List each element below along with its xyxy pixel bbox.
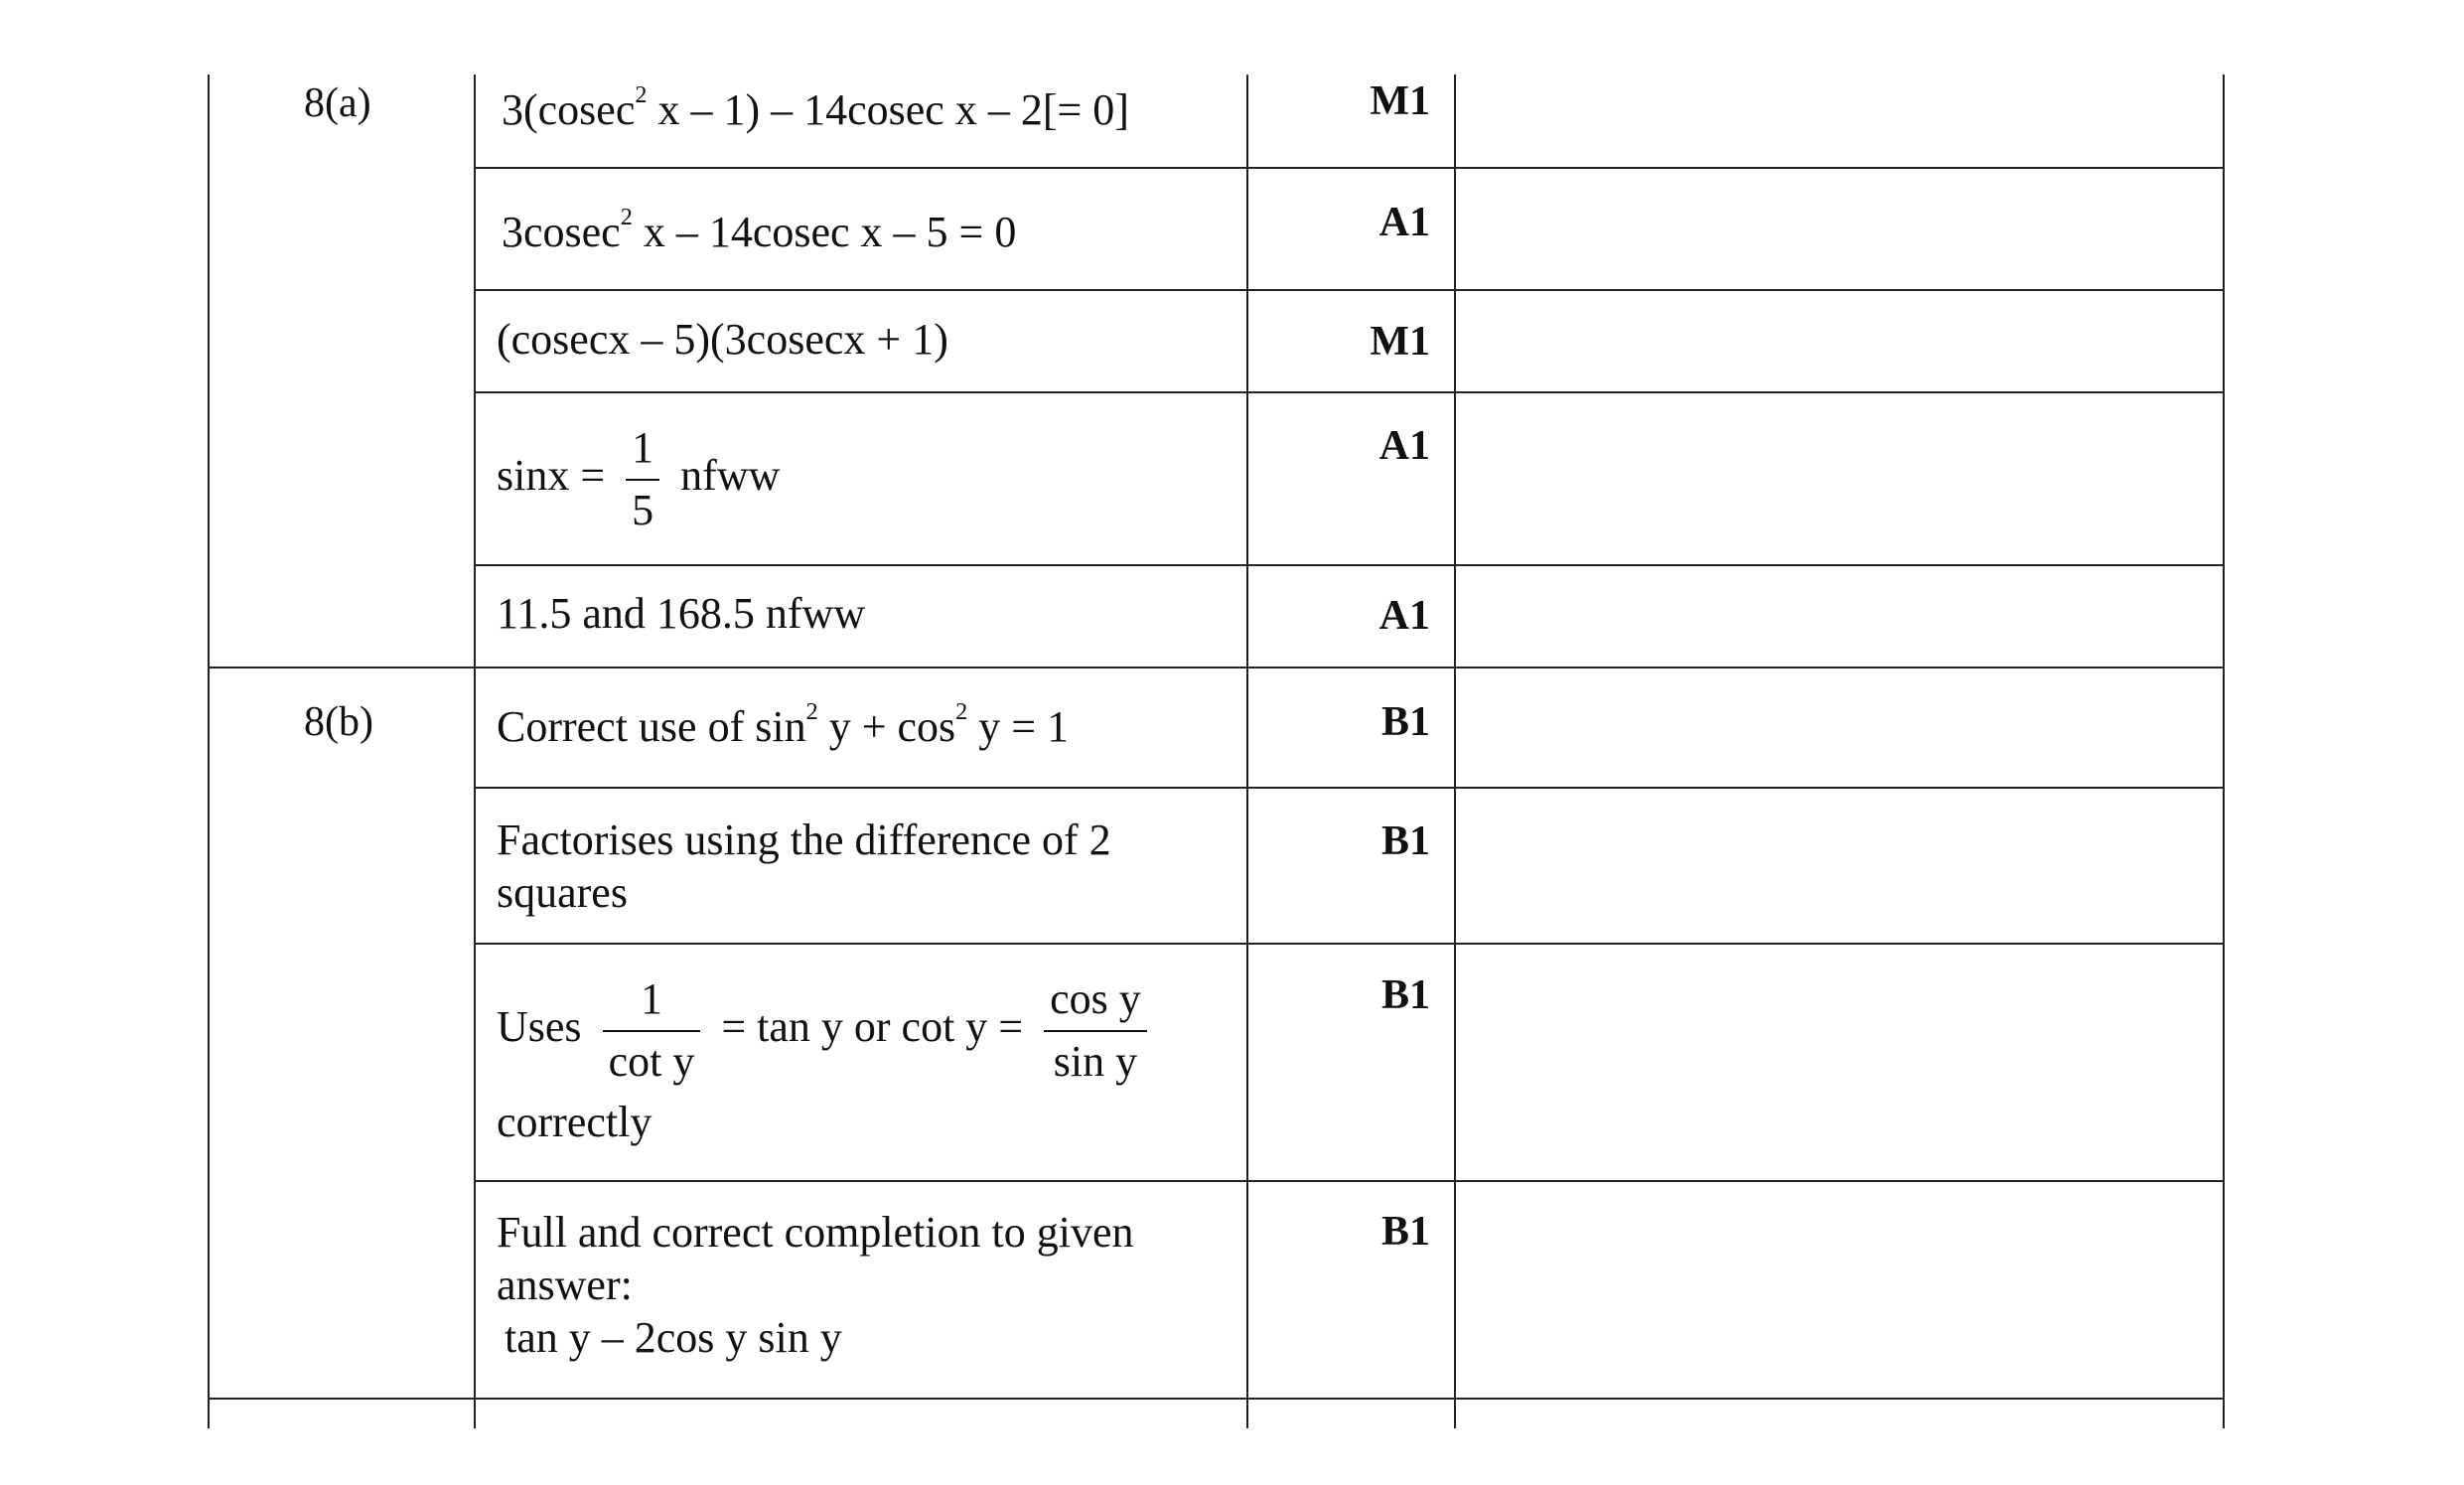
- answer-cell: [497, 815, 1111, 920]
- mark: M1: [1370, 319, 1430, 365]
- fraction: [1044, 973, 1147, 1089]
- answer-cell: [497, 973, 1157, 1148]
- answer-cell: 11.5 and 168.5 nfww: [497, 589, 866, 638]
- denominator: cot y: [608, 1036, 695, 1086]
- question-number: 8(a): [304, 80, 371, 126]
- answer-cell: [497, 1207, 1134, 1364]
- exponent: 2: [805, 698, 818, 726]
- answer-line: squares: [497, 867, 628, 917]
- mark: M1: [1370, 78, 1430, 124]
- answer-line: tan y – 2cos y sin y: [505, 1312, 842, 1362]
- col-line-4: [1454, 74, 1456, 1428]
- numerator: cos y: [1044, 973, 1147, 1032]
- answer-text: sin: [755, 702, 806, 751]
- row-line: [474, 564, 2225, 566]
- answer-text: nfww: [680, 450, 781, 500]
- fraction: [626, 422, 659, 537]
- answer-text: = tan y or cot y =: [721, 1001, 1024, 1051]
- answer-line: answer:: [497, 1260, 633, 1309]
- numerator: 1: [603, 973, 701, 1032]
- answer-line: Full and correct completion to given: [497, 1208, 1134, 1257]
- answer-line: correctly: [497, 1097, 652, 1146]
- mark: B1: [1380, 699, 1430, 745]
- row-line: [474, 391, 2225, 393]
- answer-cell: (cosecx – 5)(3cosecx + 1): [497, 315, 948, 364]
- mark: A1: [1378, 593, 1430, 639]
- answer-text: 3(cosec: [502, 85, 636, 134]
- answer-text: 3cosec: [502, 208, 621, 256]
- exponent: 2: [635, 81, 648, 109]
- answer-text: sinx =: [497, 450, 606, 500]
- col-line-2: [474, 74, 476, 1428]
- col-line-5: [2223, 74, 2225, 1428]
- answer-line: Factorises using the difference of 2: [497, 816, 1111, 864]
- mark: A1: [1378, 423, 1430, 469]
- col-line-1: [208, 74, 210, 1428]
- answer-cell: [502, 204, 1017, 259]
- exponent: 2: [955, 698, 968, 726]
- denominator: sin y: [1053, 1036, 1138, 1086]
- section-line: [208, 667, 2225, 668]
- row-line: [474, 943, 2225, 945]
- answer-text: y + cos: [817, 702, 956, 751]
- mark: B1: [1380, 818, 1430, 864]
- mark: A1: [1378, 200, 1430, 245]
- mark: B1: [1380, 1209, 1430, 1255]
- mark: B1: [1380, 972, 1430, 1018]
- answer-cell: [497, 698, 1070, 754]
- question-number: 8(b): [304, 699, 373, 745]
- row-line: [474, 167, 2225, 169]
- answer-line: [497, 973, 1157, 1089]
- section-line: [208, 1398, 2225, 1400]
- row-line: [474, 289, 2225, 291]
- answer-cell: [502, 81, 1129, 137]
- answer-text: Correct use of: [497, 702, 756, 751]
- answer-text: y = 1: [967, 702, 1070, 751]
- fraction: [603, 973, 701, 1089]
- answer-cell: [497, 422, 780, 537]
- answer-text: x – 1) – 14cosec x – 2[= 0]: [647, 85, 1129, 134]
- col-line-3: [1246, 74, 1248, 1428]
- row-line: [474, 787, 2225, 789]
- answer-text: x – 14cosec x – 5 = 0: [632, 208, 1017, 256]
- row-line: [474, 1180, 2225, 1182]
- numerator: 1: [626, 422, 659, 481]
- denominator: 5: [632, 485, 654, 534]
- exponent: 2: [620, 204, 633, 231]
- answer-text: Uses: [497, 1001, 582, 1051]
